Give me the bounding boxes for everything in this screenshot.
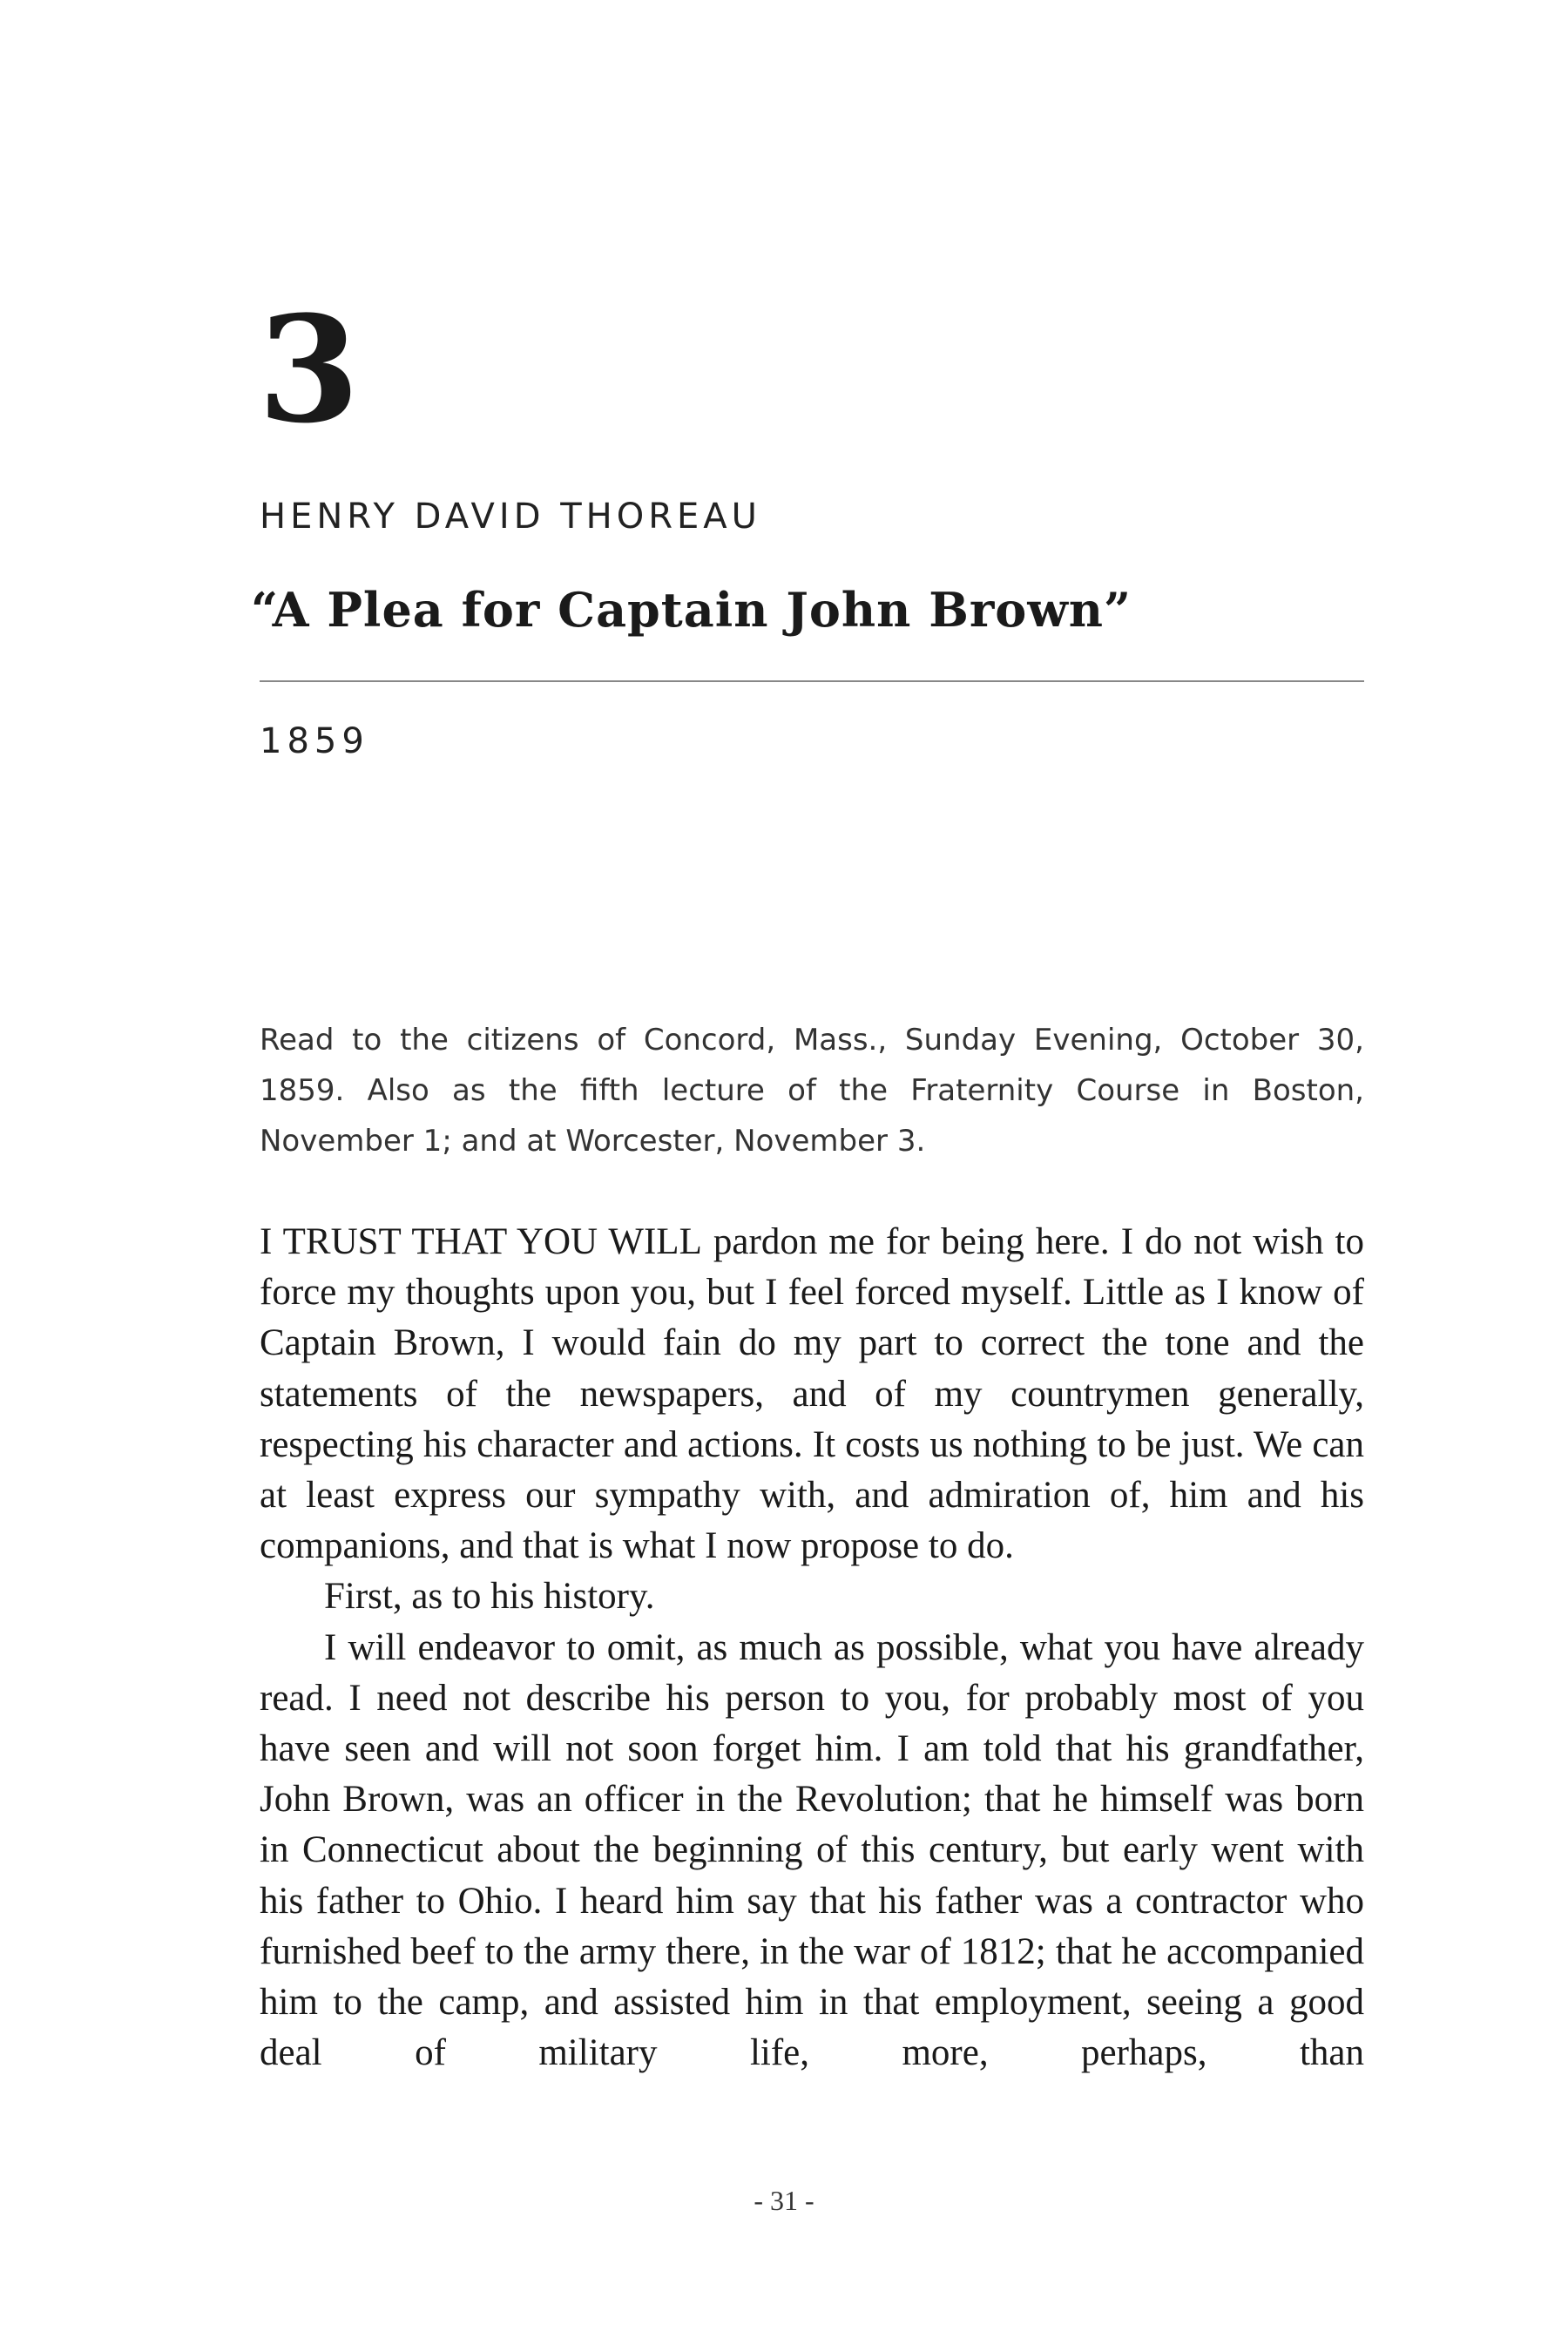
paragraph-3: I will endeavor to omit, as much as possible, what you have already read. I need not describe his person to you, for probably most of you have seen and will not soon forget him. I am told that his grandfather, John Brown, was an officer in the Revolution; that he himself was born in Connecticut about the beginning of this century, but early went with his father to Ohio. I heard him say that his father was a contractor who furnished beef to the army there, in the war of 1812; that he accompanied him to the camp, and assisted him in that employment, seeing a good deal of military life, more, perhaps, than <box>260 1626 1364 2074</box>
essay-year: 1859 <box>260 721 369 761</box>
paragraph-1-text: pardon me for being here. I do not wish to force my thoughts upon you, but I feel forced myself. Little as I know of Captain Brown, I would fain do my part to correct the tone and the statements of the newspapers, and of my countrymen generally, respecting his character and actions. It costs us nothing to be just. We can at least express our sympathy with, and admiration of, him and his companions, and that is what I now propose to do. <box>260 1221 1364 1567</box>
title-divider <box>260 680 1364 682</box>
opening-words: I TRUST THAT YOU WILL <box>260 1221 702 1262</box>
paragraph-2: First, as to his history. <box>324 1576 655 1618</box>
body-text <box>260 1217 1364 2078</box>
chapter-number: 3 <box>258 283 360 456</box>
headnote: Read to the citizens of Concord, Mass., Sunday Evening, October 30, 1859. Also as the fifth lecture of the Fraternity Course in Boston, November 1; and at Worcester, November 3. <box>260 1023 1364 1159</box>
paragraph-1 <box>260 1217 1364 1571</box>
essay-title: “A Plea for Captain John Brown” <box>251 582 1132 638</box>
page-number: - 31 - <box>754 2185 814 2216</box>
author-name: HENRY DAVID THOREAU <box>260 497 761 537</box>
